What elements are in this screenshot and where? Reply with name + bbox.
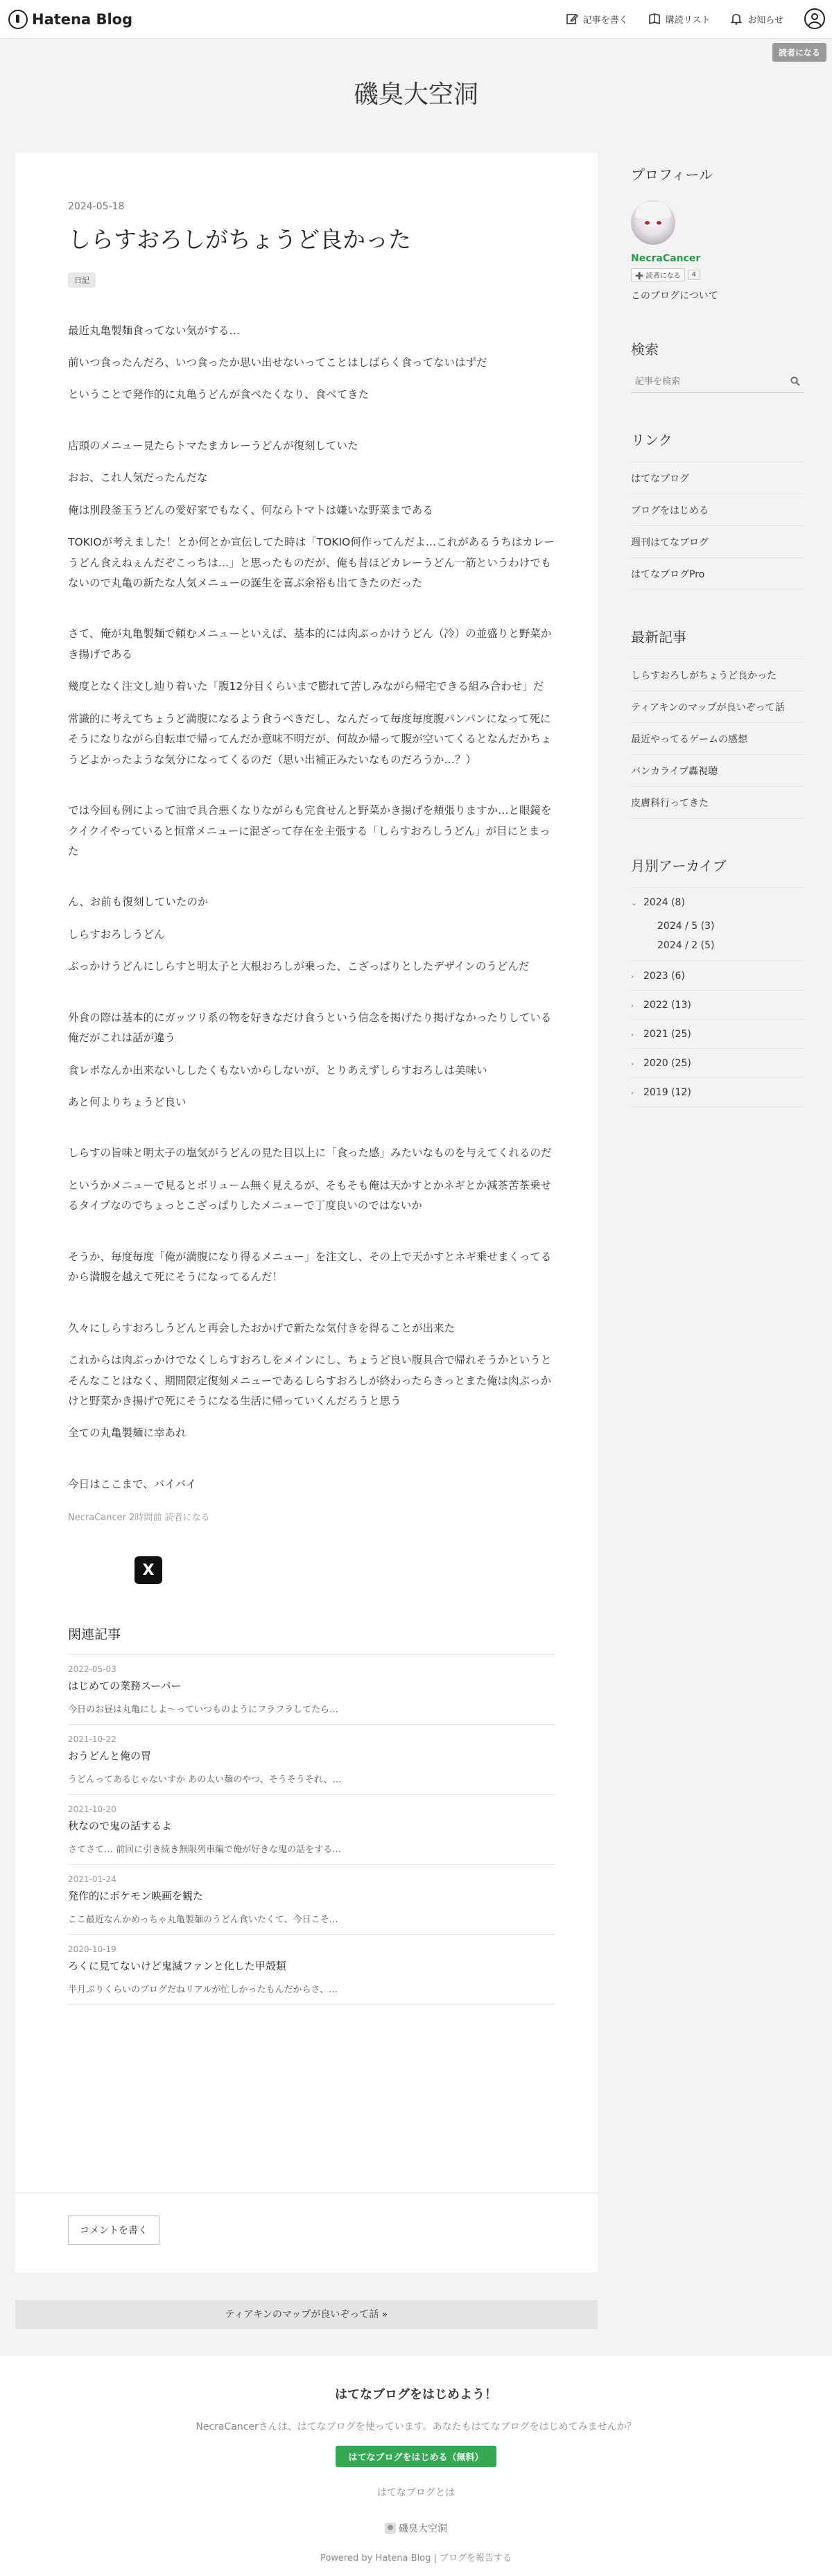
archive-year-label: 2023 (6) <box>643 971 685 982</box>
reading-list-button[interactable] <box>648 12 711 26</box>
archive-year[interactable] <box>631 961 804 991</box>
archive-year[interactable] <box>631 991 804 1020</box>
about-blog-link[interactable]: このブログについて <box>631 290 718 302</box>
notifications-label: お知らせ <box>747 15 783 26</box>
recent-entries-module <box>631 626 804 819</box>
footer-title: はてなブログをはじめよう！ <box>335 2387 497 2402</box>
paragraph: ん、お前も復刻していたのか <box>68 896 209 909</box>
recent-item[interactable]: バンカライブ轟視聴 <box>631 755 804 787</box>
search-input[interactable] <box>631 371 783 392</box>
archive-year-label: 2019 (12) <box>643 1087 691 1098</box>
paragraph: あと何よりちょうど良い <box>68 1096 187 1109</box>
footer-blog-link[interactable] <box>0 2521 832 2535</box>
related-title[interactable]: はじめての業務スーパー <box>68 1680 182 1693</box>
archive-year[interactable] <box>631 1020 804 1049</box>
related-excerpt: 半月ぶりくらいのブログだねリアルが忙しかったもんだからさ、… <box>68 1985 338 1996</box>
blog-favicon-icon <box>385 2523 396 2534</box>
start-blog-button[interactable]: はてなブログをはじめる（無料） <box>336 2446 496 2467</box>
archive-list <box>631 887 804 1107</box>
paragraph: 常識的に考えてちょうど満腹になるよう食うべきだし、なんだって毎度毎度腹パンパンになって死にそうになりながら自転車で帰ってんだか意味不明だが、何故か帰って腹が空いてくるとなんだかちょうどよかったような気分になってくるのだ（思い出補正みたいなものだろうか…？） <box>68 712 552 766</box>
archive-year[interactable] <box>631 1078 804 1107</box>
reader-count[interactable]: 4 <box>688 270 700 280</box>
recent-list <box>631 659 804 819</box>
paragraph: では今回も例によって油で具合悪くなりながらも完食せんと野菜かき揚げを頬張りますか…と眼鏡をクイクイやっていると恒常メニューに混ざって存在を主張する「しらすおろしうどん」が目にとまった <box>68 804 552 858</box>
links-module <box>631 429 804 590</box>
related-date: 2020-10-19 <box>68 1944 116 1955</box>
link-item[interactable]: はてなブログPro <box>631 558 804 590</box>
entry-title[interactable]: しらすおろしがちょうど良かった <box>68 226 411 253</box>
related-item[interactable] <box>68 1725 555 1795</box>
x-logo-icon: X <box>142 1561 155 1579</box>
global-footer <box>0 2356 832 2576</box>
paragraph: 全ての丸亀製麺に幸あれ <box>68 1427 187 1440</box>
archive-year-label: 2022 (13) <box>643 1000 691 1011</box>
profile-avatar[interactable] <box>631 200 675 245</box>
chevron-right-icon: › <box>631 1000 634 1010</box>
related-date: 2021-01-24 <box>68 1874 116 1885</box>
archive-year[interactable] <box>631 887 804 916</box>
recent-item[interactable]: 最近やってるゲームの感想 <box>631 723 804 755</box>
author-time[interactable]: NecraCancer 2時間前 <box>68 1513 162 1524</box>
category-tag[interactable]: 日記 <box>68 272 96 288</box>
related-item[interactable] <box>68 1865 555 1935</box>
profile-module <box>631 164 804 302</box>
book-icon <box>648 12 661 26</box>
related-item[interactable] <box>68 1655 555 1725</box>
paragraph: TOKIOが考えました！とか何とか宣伝してた時は「TOKIO何作ってんだよ…これがあるうちはカレーうどん食えねぇんだぞこっちは…」と思ったものだが、俺も昔ほどカレーうどん一筋というわけでもないので丸亀の新たな人気メニューの誕生を喜ぶ余裕も出てきたのだった <box>68 536 555 590</box>
related-excerpt: うどんってあるじゃないすか あの太い麺のやつ、そうそうそれ、… <box>68 1775 342 1786</box>
footer-blog-name: 磯臭大空洞 <box>399 2523 447 2534</box>
article-card <box>15 153 598 2272</box>
chevron-right-icon: › <box>631 971 634 981</box>
paragraph: ぶっかけうどんにしらすと明太子と大根おろしが乗った、こざっぱりとしたデザインのうどんだ <box>68 960 530 973</box>
about-hatena-blog-link[interactable]: はてなブログとは <box>376 2487 456 2498</box>
global-nav <box>546 8 825 29</box>
x-share-button[interactable] <box>135 1556 162 1584</box>
hatena-logo-icon <box>8 10 28 29</box>
profile-body <box>631 200 804 302</box>
paragraph: さて、俺が丸亀製麺で頼むメニューといえば、基本的には肉ぶっかけうどん（冷）の並盛りと野菜かき揚げである <box>68 627 552 661</box>
entry <box>68 201 555 2005</box>
write-article-button[interactable] <box>565 12 628 26</box>
related-heading: 関連記事 <box>68 1624 555 1655</box>
related-title[interactable]: 秋なので鬼の話するよ <box>68 1820 173 1833</box>
profile-reader-row <box>631 268 804 281</box>
paragraph: というかメニューで見るとボリューム無く見えるが、そもそも俺は天かすとかネギとか減茶苦茶乗せるタイプなのでちょっとこざっぱりしたメニューで丁度良いのではないか <box>68 1178 552 1212</box>
paragraph: これからは肉ぶっかけでなくしらすおろしをメインにし、ちょうど良い腹具合で帰れそうかというとそんなことはなく、期間限定復刻メニューであるしらすおろしが終わったらきっとまた俺は肉ぶっかけと野菜かき揚げで死にそうになる生活に帰っていくんだろうと思う <box>68 1354 552 1407</box>
search-heading: 検索 <box>631 341 659 358</box>
global-header <box>0 0 832 39</box>
link-item[interactable]: 週刊はてなブログ <box>631 526 804 558</box>
next-entry-pager[interactable]: ティアキンのマップが良いぞって話 » <box>15 2300 598 2329</box>
entry-footer-meta <box>68 1510 555 1523</box>
chevron-right-icon: › <box>631 1088 634 1097</box>
write-comment-button[interactable]: コメントを書く <box>68 2216 159 2245</box>
chevron-right-icon: › <box>631 1059 634 1068</box>
search-module <box>631 338 804 393</box>
entry-date[interactable]: 2024-05-18 <box>68 201 125 212</box>
paragraph: 前いつ食ったんだろ、いつ食ったか思い出せないってことはしばらく食ってないはずだ <box>68 356 487 369</box>
profile-heading: プロフィール <box>631 166 713 183</box>
link-item[interactable]: はてなブログ <box>631 462 804 494</box>
reader-subscribe-button[interactable]: ➕ 読者になる <box>631 268 685 281</box>
sidebar <box>631 164 804 1107</box>
user-avatar-icon[interactable] <box>804 8 825 29</box>
search-icon[interactable] <box>790 376 800 386</box>
paragraph: 店頭のメニュー見たらトマたまカレーうどんが復刻していた <box>68 439 358 452</box>
profile-name[interactable]: NecraCancer <box>631 253 701 264</box>
recent-item[interactable]: ティアキンのマップが良いぞって話 <box>631 691 804 723</box>
recent-item[interactable]: しらすおろしがちょうど良かった <box>631 659 804 691</box>
chevron-down-icon: ⌄ <box>631 898 638 907</box>
paragraph: 外食の際は基本的にガッツリ系の物を好きなだけ食うという信念を掲げたり掲げなかったりしている俺だがこれは話が違う <box>68 1011 552 1045</box>
paragraph: 今日はここまで、バイバイ <box>68 1477 197 1490</box>
related-date: 2021-10-20 <box>68 1804 116 1815</box>
search-box <box>631 371 804 393</box>
paragraph: おお、これ人気だったんだな <box>68 471 208 485</box>
archive-year[interactable] <box>631 1049 804 1078</box>
related-item[interactable] <box>68 1795 555 1865</box>
chevron-right-icon: › <box>631 1029 634 1039</box>
archive-year-label: 2024 (8) <box>643 897 685 908</box>
paragraph: 幾度となく注文し辿り着いた「腹12分目くらいまで膨れて苦しみながら帰宅できる組み合わせ」だ <box>68 680 544 693</box>
notifications-button[interactable] <box>729 12 783 26</box>
related-title[interactable]: おうどんと俺の胃 <box>68 1750 152 1763</box>
archive-year-label: 2021 (25) <box>643 1029 691 1040</box>
pencil-edit-icon <box>565 12 579 26</box>
author-subscribe-link[interactable]: 読者になる <box>164 1513 210 1524</box>
related-excerpt: ここ最近なんかめっちゃ丸亀製麺のうどん食いたくて、今日こそ… <box>68 1915 338 1926</box>
link-item[interactable]: ブログをはじめる <box>631 494 804 526</box>
links-heading: リンク <box>631 432 673 449</box>
write-article-label: 記事を書く <box>582 15 628 26</box>
related-date: 2021-10-22 <box>68 1734 116 1745</box>
paragraph: ということで発作的に丸亀うどんが食べたくなり、食べてきた <box>68 388 370 401</box>
related-entries <box>68 1624 555 2005</box>
subscribe-tag-button[interactable]: 読者になる <box>772 43 826 62</box>
related-title[interactable]: 発作的にポケモン映画を観た <box>68 1890 204 1903</box>
links-list <box>631 462 804 590</box>
related-item[interactable] <box>68 1935 555 2005</box>
paragraph: 俺は別段釜玉うどんの愛好家でもなく、何ならトマトは嫌いな野菜まである <box>68 503 433 516</box>
paragraph: 最近丸亀製麺食ってない気がする… <box>68 324 241 337</box>
recent-item[interactable]: 皮膚科行ってきた <box>631 787 804 819</box>
blog-title[interactable]: 磯臭大空洞 <box>353 80 478 109</box>
powered-by[interactable]: Powered by Hatena Blog | ブログを報告する <box>320 2553 512 2564</box>
recent-heading: 最新記事 <box>631 629 686 645</box>
bell-icon <box>729 12 743 26</box>
archive-year-label: 2020 (25) <box>643 1058 691 1069</box>
related-excerpt: 今日のお昼は丸亀にしよ～っていつものようにフラフラしてたら… <box>68 1705 339 1716</box>
paragraph: 食レポなんか出来ないししたくもないからしないが、とりあえずしらすおろしは美味い <box>68 1063 487 1077</box>
archive-month[interactable]: 2024 / 2 (5) <box>657 940 715 951</box>
entry-content <box>68 321 555 1495</box>
related-title[interactable]: ろくに見てないけど鬼滅ファンと化した甲殻類 <box>68 1960 286 1973</box>
archive-heading: 月別アーカイブ <box>631 858 727 874</box>
logo-text: Hatena Blog <box>32 11 133 28</box>
archive-module <box>631 855 804 1107</box>
footer-text: NecraCancerさんは、はてなブログを使っています。あなたもはてなブログをはじめてみませんか？ <box>196 2421 636 2433</box>
archive-month[interactable]: 2024 / 5 (3) <box>657 921 715 932</box>
paragraph: 久々にしらすおろしうどんと再会したおかげで新たな気付きを得ることが出来た <box>68 1321 456 1334</box>
paragraph: しらすおろしうどん <box>68 928 165 941</box>
related-date: 2022-05-03 <box>68 1664 116 1675</box>
paragraph: そうか、毎度毎度「俺が満腹になり得るメニュー」を注文し、その上で天かすとネギ乗せまくってるから満腹を越えて死にそうになってるんだ！ <box>68 1250 552 1284</box>
hatena-blog-logo[interactable] <box>8 10 132 29</box>
reading-list-label: 購読リスト <box>665 15 711 26</box>
archive-year-open <box>631 887 804 961</box>
related-excerpt: さてさて… 前回に引き続き無限列車編で俺が好きな鬼の話をする… <box>68 1845 342 1856</box>
paragraph: しらすの旨味と明太子の塩気がうどんの見た目以上に「食った感」みたいなものを与えてくれるのだ <box>68 1147 552 1160</box>
